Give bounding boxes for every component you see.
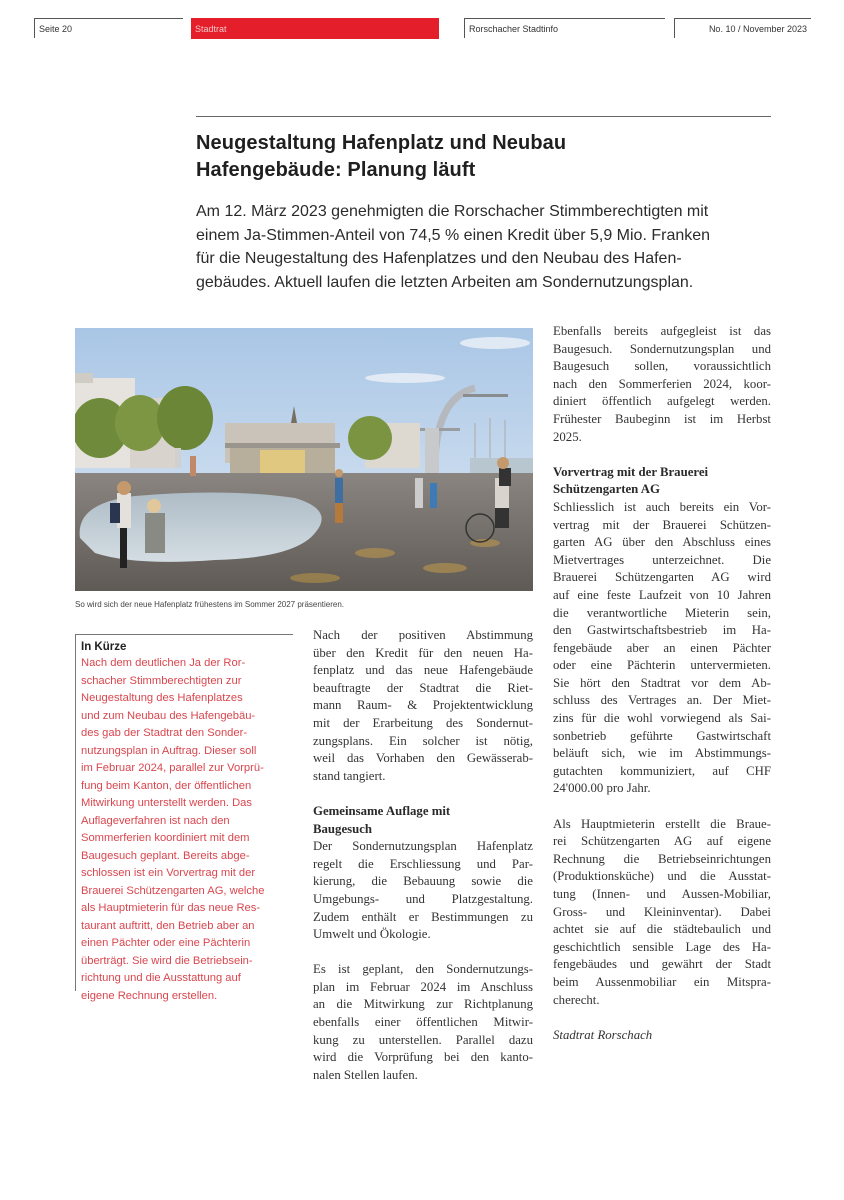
subheading	[313, 803, 533, 838]
summary-line: fung beim Kanton, der öffentlichen	[81, 779, 252, 792]
subheading-line: Gemeinsame Auflage mit	[313, 803, 451, 818]
summary-line: schacher Stimmberechtigten zur	[81, 674, 242, 687]
text-line: (Produktionsküche) und die Ausstat-	[553, 869, 771, 884]
summary-line: Nach dem deutlichen Ja der Ror-	[81, 657, 246, 669]
subheading-line: Schützengarten AG	[553, 482, 660, 497]
summary-line: Mitwirkung unterstellt werden. Das	[81, 797, 252, 809]
text-line: Ebenfalls bereits aufgegleist ist das	[553, 324, 771, 338]
text-line: schluss des Vertrages an. Der Miet-	[553, 693, 771, 708]
lead-line: einem Ja-Stimmen-Anteil von 74,5 % einen Kredit über 5,9 Mio. Franken	[196, 226, 711, 244]
text-line: Es ist geplant, den Sondernutzungs-	[313, 962, 533, 977]
lead-line: gebäudes. Aktuell laufen die letzten Arbeiten am Sondernutzungsplan.	[196, 273, 694, 291]
summary-line: und zum Neubau des Hafengebäu-	[81, 709, 256, 722]
paragraph	[313, 627, 533, 785]
text-line: Frühester Baubeginn ist im Herbst	[553, 411, 771, 426]
lead-line: Am 12. März 2023 genehmigten die Rorschacher Stimmberechtigten mit	[196, 203, 709, 220]
paragraph	[313, 961, 533, 1084]
subheading	[553, 464, 771, 499]
text-line: Nach der positiven Abstimmung	[313, 628, 533, 642]
title-rule	[196, 116, 771, 117]
page-number	[34, 18, 183, 38]
text-line: über den Kredit für den neuen Ha-	[313, 645, 533, 660]
text-line: wird die Vorprüfung bei den kanto-	[313, 1050, 533, 1065]
paragraph	[553, 816, 771, 1010]
summary-line: Neugestaltung des Hafenplatzes	[81, 692, 243, 704]
summary-heading: In Kürze	[81, 641, 127, 653]
publication-name-text: Rorschacher Stadtinfo	[469, 24, 559, 34]
text-line: plan im Februar 2024 im Anschluss	[313, 979, 533, 994]
publication-name	[464, 18, 665, 38]
text-line: tung (Innen- und Aussen-Mobiliar,	[553, 887, 771, 901]
text-line: oder eine Pächterin untervermieten.	[553, 658, 771, 673]
text-line: Rechnung die Betriebseinrichtungen	[553, 851, 771, 866]
paragraph	[313, 838, 533, 944]
section-label-text: Stadtrat	[195, 24, 227, 34]
text-line: Umgebungs- und Platzgestaltung.	[313, 891, 533, 906]
text-line: achtet sie auf die städtebaulich und	[553, 922, 771, 937]
text-line: Zudem enthält er Bestimmungen zu	[313, 909, 533, 924]
text-line: beim Aussenmobiliar ein Mitspra-	[553, 974, 771, 989]
article-column-3	[553, 323, 771, 1044]
summary-line: Baugesuch geplant. Bereits abge-	[81, 849, 250, 862]
text-line: sonbetrieb geführte Gastwirtschaft	[553, 728, 771, 743]
text-line: beauftragte der Stadtrat die Riet-	[313, 680, 533, 695]
summary-line: überträgt. Sie wird die Betriebsein-	[81, 954, 253, 967]
paragraph	[553, 323, 771, 446]
text-line: fengebäudes und gewährt der Stadt	[553, 957, 771, 972]
summary-line: richtung und die Ausstattung auf	[81, 972, 241, 984]
hafenplatz-visualization-image	[75, 328, 533, 591]
title-line: Hafengebäude: Planung läuft	[196, 159, 476, 181]
text-line: regelt die Erschliessung und Par-	[313, 856, 533, 871]
paragraph	[553, 499, 771, 798]
text-line: stand tangiert.	[313, 768, 386, 783]
summary-line: taurant auftritt, den Betrieb aber an	[81, 919, 255, 932]
issue-label	[674, 18, 811, 38]
article-title	[196, 130, 756, 184]
text-line: Baugesuch sollen, voraussichtlich	[553, 359, 771, 374]
summary-box	[75, 634, 293, 1002]
summary-line: nutzungsplan in Auftrag. Dieser soll	[81, 744, 257, 757]
summary-line: Brauerei Schützengarten AG, welche	[81, 884, 265, 897]
text-line: vertrag mit der Brauerei Schützen-	[553, 517, 771, 532]
text-line: fengebäude aber an einen Pächter	[553, 640, 771, 655]
author-signature: Stadtrat Rorschach	[553, 1027, 653, 1042]
text-line: mann Raum- & Projektentwicklung	[313, 698, 533, 713]
text-line: rei Schützengarten AG auf eigene	[553, 834, 771, 849]
text-line: nach den Sommerferien 2024, koor-	[553, 376, 771, 391]
text-line: zungsplans. Ein solcher ist nötig,	[313, 733, 533, 748]
text-line: garten AG über den Abschluss eines	[553, 535, 771, 550]
text-line: 24'000.00 pro Jahr.	[553, 781, 651, 796]
text-line: Brauerei Schützengarten AG wird	[553, 570, 771, 585]
text-line: die verantwortliche Mieterin sein,	[553, 605, 771, 620]
text-line: kierung, die Bebauung sowie die	[313, 874, 533, 889]
section-label	[191, 18, 439, 39]
summary-line: im Februar 2024, parallel zur Vorprü-	[81, 762, 264, 774]
page-number-text: Seite 20	[39, 24, 73, 34]
text-line: beläuft sich, wie im Abstimmungs-	[553, 746, 771, 761]
text-line: Baugesuch. Sondernutzungsplan und	[553, 341, 771, 356]
text-line: Mietvertrages unterzeichnet. Die	[553, 552, 771, 567]
text-line: Umwelt und Ökologie.	[313, 927, 431, 942]
text-line: Schliesslich ist auch bereits ein Vor-	[553, 499, 771, 514]
subheading-line: Vorvertrag mit der Brauerei	[553, 464, 709, 479]
text-line: Gross- und Kleininventar). Dabei	[553, 904, 771, 919]
text-line: Der Sondernutzungsplan Hafenplatz	[313, 839, 533, 854]
lead-line: für die Neugestaltung des Hafenplatzes und den Neubau des Hafen-	[196, 250, 682, 267]
summary-line: einen Pächter oder eine Pächterin	[81, 937, 251, 949]
text-line: zins für die wohl vorwiegend als Sai-	[553, 711, 771, 726]
text-line: 2025.	[553, 429, 582, 444]
article-lead	[196, 200, 776, 294]
summary-text	[81, 655, 293, 1005]
text-line: weil das Vorhaben den Gewässerab-	[313, 751, 533, 766]
text-line: cherecht.	[553, 992, 600, 1007]
text-line: auf eine feste Laufzeit von 10 Jahren	[553, 587, 771, 602]
summary-line: des gab der Stadtrat den Sonder-	[81, 727, 248, 739]
text-line: geschichtlich sensible Lage des Ha-	[553, 939, 771, 954]
summary-line: Sommerferien koordiniert mit dem	[81, 832, 250, 844]
issue-label-text: No. 10 / November 2023	[708, 24, 807, 34]
text-line: gutachten kommuniziert, auf CHF	[553, 763, 771, 778]
title-line: Neugestaltung Hafenplatz und Neubau	[196, 132, 567, 154]
text-line: an die Mitwirkung zur Richtplanung	[313, 997, 533, 1012]
text-line: diniert öffentlich aufgelegt werden.	[553, 394, 771, 409]
text-line: kung zu unterstellen. Parallel dazu	[313, 1032, 533, 1047]
image-caption: So wird sich der neue Hafenplatz frühestens im Sommer 2027 präsentieren.	[75, 600, 345, 609]
text-line: fenplatz und das neue Hafengebäude	[313, 663, 533, 678]
text-line: nalen Stellen laufen.	[313, 1067, 418, 1082]
text-line: den Gastwirtschaftsbestrieb im Ha-	[553, 623, 771, 638]
summary-line: schlossen ist ein Vorvertrag mit der	[81, 867, 256, 879]
text-line: mit der Erarbeitung des Sondernut-	[313, 715, 533, 730]
summary-line: als Hauptmieterin für das neue Res-	[81, 902, 261, 914]
summary-line: Auflageverfahren ist nach den	[81, 814, 230, 827]
text-line: ebenfalls einer öffentlichen Mitwir-	[313, 1015, 533, 1030]
subheading-line: Baugesuch	[313, 821, 373, 836]
summary-line: eigene Rechnung erstellen.	[81, 989, 218, 1002]
text-line: Sie hört den Stadtrat vor dem Ab-	[553, 675, 771, 690]
text-line: Als Hauptmieterin erstellt die Braue-	[553, 816, 771, 831]
article-column-2	[313, 627, 533, 1084]
